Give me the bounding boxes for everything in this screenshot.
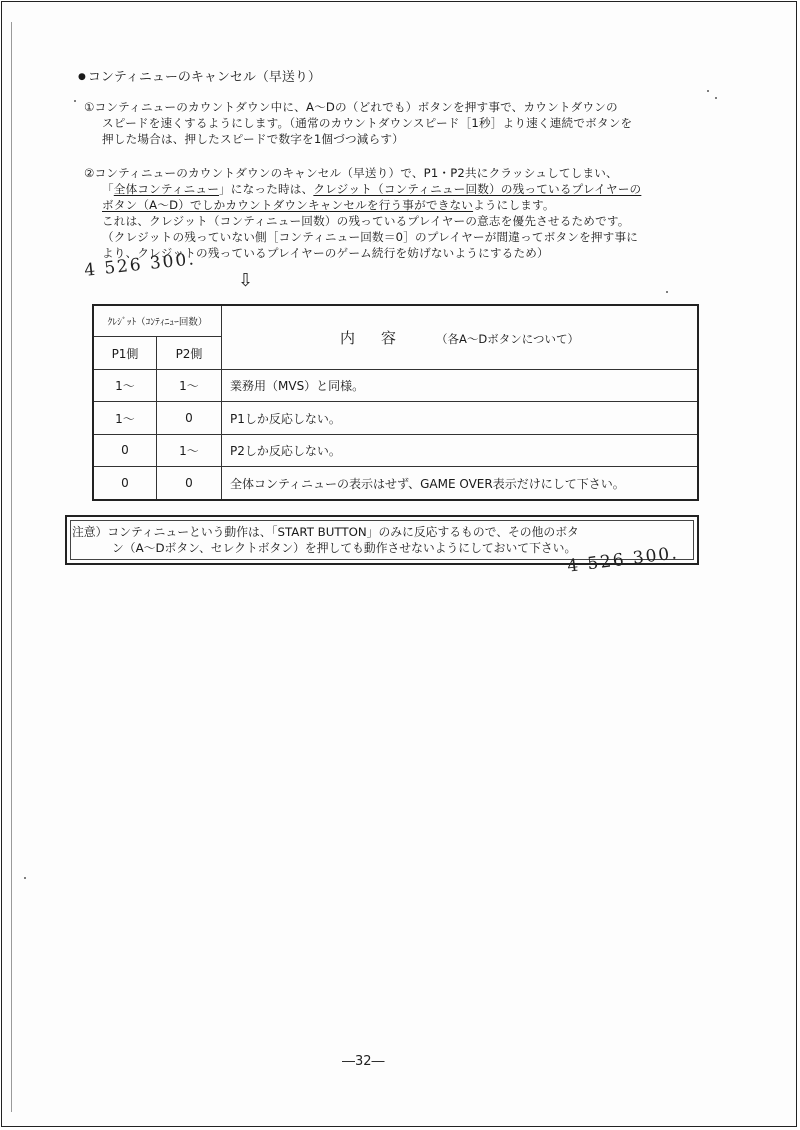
note-text — [72, 524, 579, 556]
p1-cell: 1～ — [93, 402, 157, 434]
content-cell: 全体コンティニューの表示はせず、GAME OVER表示だけにして下さい。 — [222, 467, 699, 500]
note-line-1: 注意）コンティニューという動作は、「START BUTTON」のみに反応するもので、その他のボタ — [72, 525, 579, 539]
table-row — [93, 402, 698, 434]
paragraph-2-line-6: より、クレジットの残っているプレイヤーのゲーム続行を妨げないようにするため） — [102, 246, 549, 260]
table-row — [93, 467, 698, 500]
down-arrow-icon: ⇩ — [238, 270, 254, 291]
p2-cell: 0 — [157, 402, 222, 434]
paragraph-2-line-4: これは、クレジット（コンティニュー回数）の残っているプレイヤーの意志を優先させるためです。 — [102, 214, 630, 228]
page-number: ―32― — [342, 1054, 385, 1069]
table-row — [93, 370, 698, 402]
p1-cell: 0 — [93, 467, 157, 500]
scan-speck — [715, 97, 717, 99]
credit-header: ｸﾚｼﾞｯﾄ（ｺﾝﾃｨﾆｭｰ回数） — [93, 305, 222, 337]
paragraph-2-line-3: ボタン（A～D）でしかカウントダウンキャンセルを行う事ができないようにします。 — [102, 198, 555, 212]
bullet-icon: ● — [78, 72, 86, 82]
paragraph-2-line-5: （クレジットの残っていない側［コンティニュー回数＝0］のプレイヤーが間違ってボタンを押す事に — [102, 230, 639, 244]
paragraph-1-line-2: スピードを速くするようにします。（通常のカウントダウンスピード［1秒］より速く連続でボタンを — [102, 116, 633, 130]
paragraph-2 — [84, 165, 699, 261]
p1-cell: 1～ — [93, 370, 157, 402]
serial-stamp-bottom: 4 526 300. — [566, 543, 680, 577]
table-row — [93, 434, 698, 466]
content-header: 内容 （各A～Dボタンについて） — [222, 305, 699, 370]
content-cell: 業務用（MVS）と同様。 — [222, 370, 699, 402]
document-page — [1, 1, 797, 1127]
paragraph-1-line-3: 押した場合は、押したスピードで数字を1個づつ減らす） — [102, 132, 404, 146]
scan-speck — [74, 100, 76, 102]
continue-table — [92, 304, 699, 501]
content-cell: P1しか反応しない。 — [222, 402, 699, 434]
paragraph-2-line-1: ②コンティニューのカウントダウンのキャンセル（早送り）で、P1・P2共にクラッシュしてしまい、 — [84, 166, 618, 180]
section-heading: ● コンティニューのキャンセル（早送り） — [78, 70, 321, 85]
binding-line — [11, 22, 12, 1112]
scan-speck — [24, 877, 26, 879]
p2-cell: 1～ — [157, 370, 222, 402]
serial-stamp-top: 4 526 300. — [83, 249, 197, 281]
paragraph-2-line-2: 「全体コンティニュー」になった時は、クレジット（コンティニュー回数）の残っているプレイヤーの — [102, 182, 642, 196]
p1-cell: 0 — [93, 434, 157, 466]
scan-speck — [666, 291, 668, 293]
p1-header: P1側 — [93, 337, 157, 370]
p2-header: P2側 — [157, 337, 222, 370]
paragraph-1-line-1: ①コンティニューのカウントダウン中に、A～Dの（どれでも）ボタンを押す事で、カウントダウンの — [84, 100, 618, 114]
scan-speck — [707, 90, 709, 92]
content-cell: P2しか反応しない。 — [222, 434, 699, 466]
p2-cell: 0 — [157, 467, 222, 500]
paragraph-1 — [84, 99, 699, 147]
p2-cell: 1～ — [157, 434, 222, 466]
note-line-2: ン（A～Dボタン、セレクトボタン）を押しても動作させないようにしておいて下さい。 — [112, 541, 577, 555]
